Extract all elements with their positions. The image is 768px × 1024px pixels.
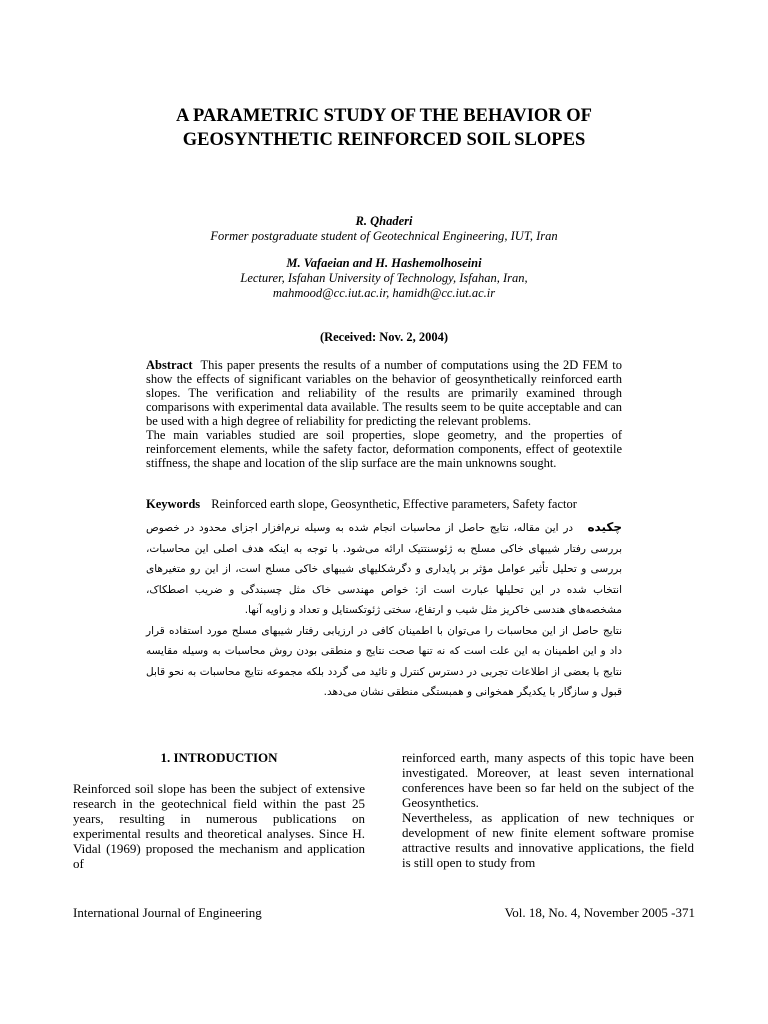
footer-journal-name: International Journal of Engineering (73, 905, 262, 920)
title-line-2: GEOSYNTHETIC REINFORCED SOIL SLOPES (182, 130, 586, 150)
author-emails: mahmood@cc.iut.ac.ir, hamidh@cc.iut.ac.ir (272, 286, 496, 300)
keywords-text: Reinforced earth slope, Geosynthetic, Effective parameters, Safety factor (211, 497, 577, 511)
footer-volume-page: Vol. 18, No. 4, November 2005 -371 (504, 905, 695, 920)
author-affiliation: Lecturer, Isfahan University of Technology, Isfahan, Iran, (240, 271, 528, 285)
abstract-paragraph-2: The main variables studied are soil properties, slope geometry, and the properties of reinforcement elements, while the safety factor, deformation components, effect of geotextile stiffness, the shape and location of the slip surface are the main unknowns sought. (146, 428, 622, 470)
body-column-right (402, 750, 694, 870)
section-heading-introduction: 1. INTRODUCTION (160, 750, 278, 765)
intro-paragraph-left: Reinforced soil slope has been the subject of extensive research in the geotechnical field within the past 25 years, resulting in numerous publications on experimental results and theoretical analyses. Since H. Vidal (1969) proposed the mechanism and application of (73, 781, 365, 871)
abstract-label: Abstract (146, 358, 193, 372)
paper-title (90, 104, 678, 152)
author-name: M. Vafaeian and H. Hashemolhoseini (286, 256, 482, 270)
persian-paragraph-1 (146, 517, 622, 621)
page-footer (73, 905, 695, 921)
author-name: R. Qhaderi (355, 214, 413, 228)
persian-abstract-label: چکیده (587, 520, 622, 534)
persian-paragraph-2: نتایج حاصل از این محاسبات را می‌توان با اطمینان کافی در ارزیابی رفتار شیبهای مسلح مورد استفاده قرار داد و این اطمینان به این علت است که نه تنها صحت نتایج و منطقی بودن روش محاسبات به وسیله مقایسه نتایج با بعضی از اطلاعات تجربی در دسترس کنترل و تائید می گردد بلکه مجموعه نتایج محاسبات به نحو قابل قبول و سازگار با یکدیگر همخوانی و همبستگی منطقی نشان می‌دهد. (146, 624, 622, 698)
keywords-label: Keywords (146, 497, 201, 511)
author-block-2 (120, 256, 648, 301)
author-block-1 (120, 214, 648, 244)
intro-paragraph-right-1: reinforced earth, many aspects of this topic have been investigated. Moreover, at least seven international conferences have been so far held on the subject of the Geosynthetics. (402, 750, 694, 810)
abstract-text-1: This paper presents the results of a number of computations using the 2D FEM to show the effects of significant variables on the behavior of geosynthetically reinforced earth slopes. The verification and reliability of the results are primarily examined through comparisons with experimental data available. The results seem to be quite acceptable and can be used with a high degree of reliability for predicting the relevant problems. (146, 358, 622, 428)
body-column-left (73, 750, 365, 871)
received-date: (Received: Nov. 2, 2004) (319, 330, 449, 344)
abstract-section (146, 358, 622, 470)
intro-paragraph-right-2: Nevertheless, as application of new techniques or development of new finite element software promise attractive results and innovative applications, the field is still open to study from (402, 810, 694, 870)
keywords-section (146, 497, 622, 512)
persian-abstract (146, 517, 622, 703)
persian-text-1: در این مقاله، نتایج حاصل از محاسبات انجام شده به وسیله نرم‌افزار اجزای محدود در خصوص بررسی رفتار شیبهای خاکی مسلح به ژئوسنتتیک ارائه می‌شود. با توجه به اینکه هدف اصلی این محاسبات، بررسی و تحلیل تأثیر عوامل مؤثر بر پایداری و دگرشکلیهای شیبهای خاکی مسلح است، از این رو متغیرهای انتخاب شده در این تحلیلها عبارت است از: خواص مهندسی خاک مثل چسبندگی و ضریب اصطکاک، مشخصه‌های هندسی خاکریز مثل شیب و ارتفاع، سختی ژئوتکستایل و تعداد و زاویه آنها. (146, 522, 622, 616)
abstract-paragraph-1 (146, 358, 622, 428)
author-affiliation: Former postgraduate student of Geotechnical Engineering, IUT, Iran (210, 229, 558, 243)
title-line-1: A PARAMETRIC STUDY OF THE BEHAVIOR OF (176, 106, 592, 126)
